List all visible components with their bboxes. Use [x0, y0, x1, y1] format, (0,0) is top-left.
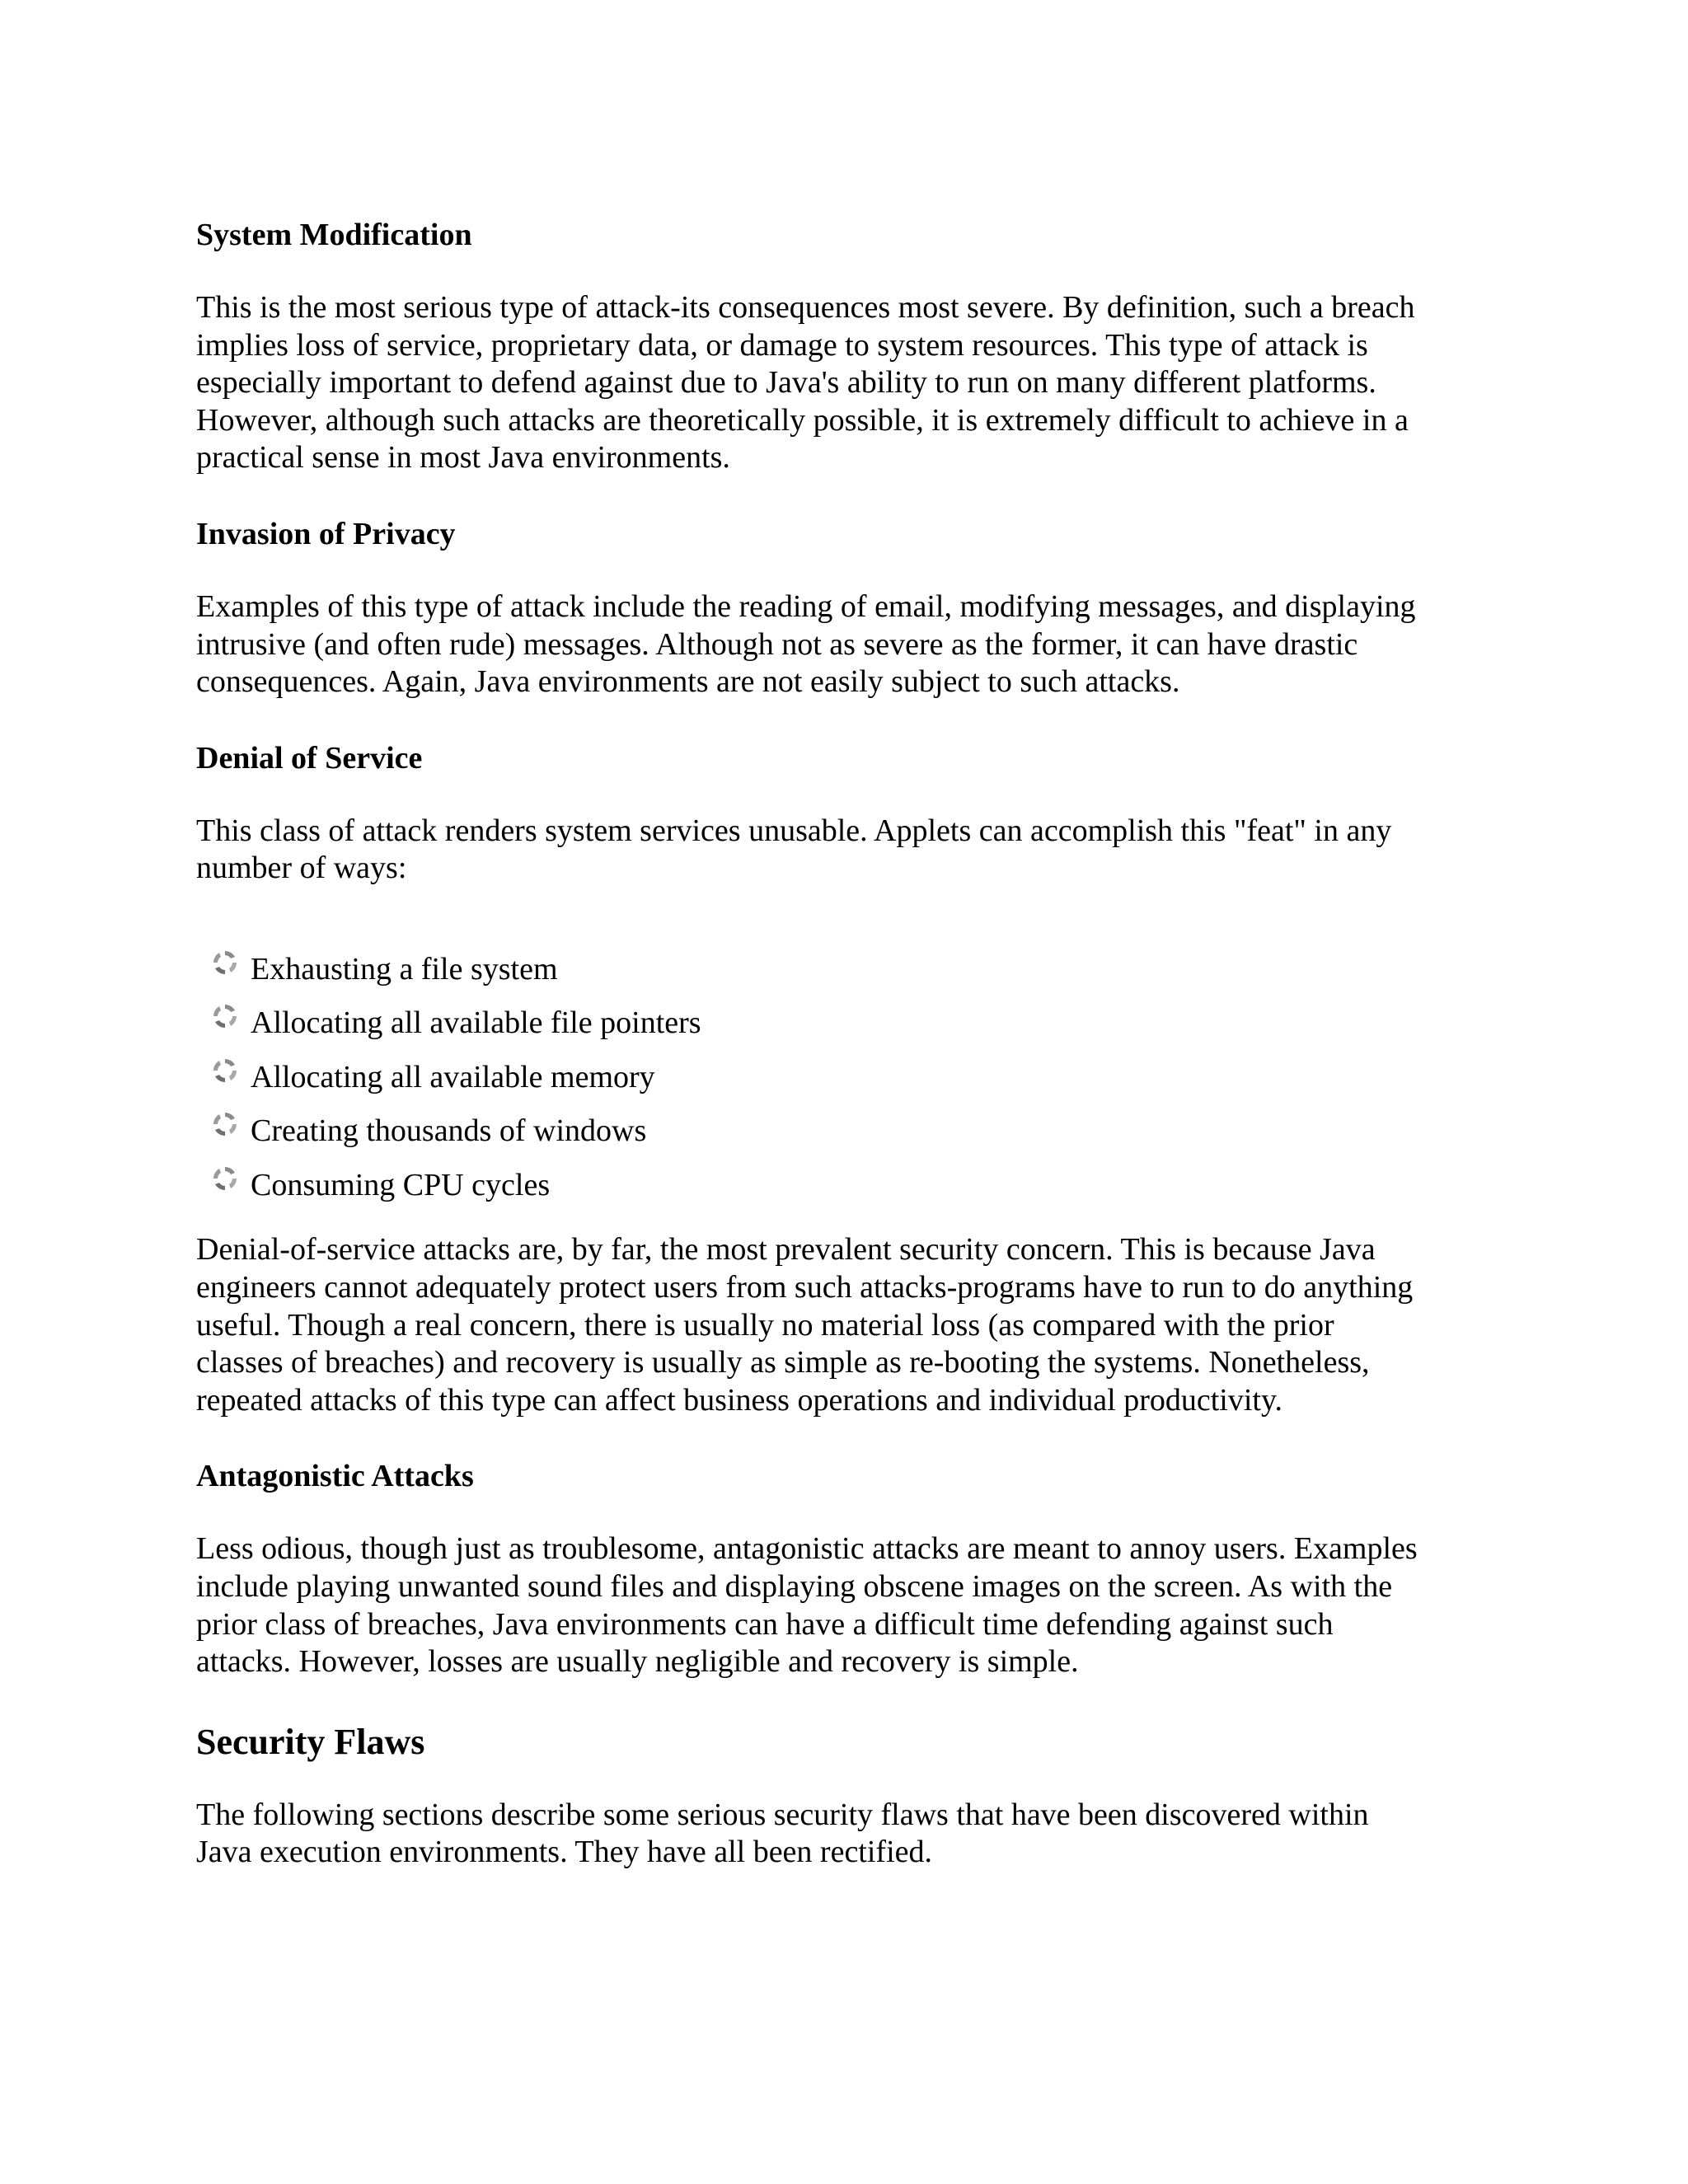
list-item [196, 950, 1498, 1005]
spinner-bullet-icon [211, 1002, 239, 1030]
heading-invasion-of-privacy: Invasion of Privacy [196, 516, 456, 551]
list-item [196, 1166, 1498, 1221]
paragraph-system-modification [196, 289, 1498, 477]
heading-security-flaws: Security Flaws [196, 1721, 425, 1762]
text-line: include playing unwanted sound files and displaying obscene images on the screen. As with the [196, 1569, 1393, 1604]
list-item-text: Creating thousands of windows [251, 1113, 647, 1149]
list-item [196, 1112, 1498, 1166]
text-line: repeated attacks of this type can affect business operations and individual productivity. [196, 1382, 1282, 1418]
text-line: engineers cannot adequately protect users from such attacks-programs have to run to do anything [196, 1270, 1414, 1305]
text-line: number of ways: [196, 851, 407, 886]
text-line: This is the most serious type of attack-its consequences most severe. By definition, such a breach [196, 290, 1415, 325]
text-line: Java execution environments. They have all been rectified. [196, 1835, 932, 1870]
list-item [196, 1058, 1498, 1113]
text-line: attacks. However, losses are usually negligible and recovery is simple. [196, 1644, 1079, 1680]
text-line: Denial-of-service attacks are, by far, the most prevalent security concern. This is because Java [196, 1232, 1376, 1268]
list-item-text: Allocating all available file pointers [251, 1005, 701, 1041]
document-page [196, 216, 1498, 1872]
text-line: practical sense in most Java environments. [196, 440, 730, 476]
spinner-bullet-icon [211, 1165, 239, 1193]
denial-methods-list [196, 950, 1498, 1221]
heading-denial-of-service: Denial of Service [196, 740, 423, 776]
paragraph-denial-of-service [196, 813, 1498, 888]
text-line: intrusive (and often rude) messages. Although not as severe as the former, it can have drastic [196, 626, 1358, 662]
text-line: However, although such attacks are theoretically possible, it is extremely difficult to achieve in a [196, 402, 1409, 438]
list-item-text: Consuming CPU cycles [251, 1167, 551, 1202]
text-line: Examples of this type of attack include the reading of email, modifying messages, and displaying [196, 588, 1416, 624]
text-line: implies loss of service, proprietary data, or damage to system resources. This type of attack is [196, 327, 1368, 363]
list-item-text: Exhausting a file system [251, 951, 558, 987]
text-line: useful. Though a real concern, there is usually no material loss (as compared with the prior [196, 1307, 1334, 1343]
text-line: especially important to defend against due to Java's ability to run on many different platforms. [196, 365, 1376, 401]
list-item [196, 1004, 1498, 1058]
spinner-bullet-icon [211, 949, 239, 977]
paragraph-antagonistic-attacks [196, 1530, 1498, 1680]
text-line: prior class of breaches, Java environments can have a difficult time defending against such [196, 1606, 1334, 1642]
text-line: classes of breaches) and recovery is usually as simple as re-booting the systems. Nonetheless, [196, 1345, 1370, 1380]
paragraph-denial-of-service-followup [196, 1231, 1498, 1419]
text-line: The following sections describe some serious security flaws that have been discovered within [196, 1797, 1369, 1832]
paragraph-invasion-of-privacy [196, 588, 1498, 701]
heading-antagonistic-attacks: Antagonistic Attacks [196, 1459, 474, 1494]
spinner-bullet-icon [211, 1110, 239, 1138]
spinner-bullet-icon [211, 1057, 239, 1085]
list-item-text: Allocating all available memory [251, 1059, 655, 1094]
paragraph-security-flaws [196, 1797, 1498, 1872]
text-line: This class of attack renders system services unusable. Applets can accomplish this "feat" in any [196, 813, 1392, 848]
text-line: consequences. Again, Java environments are not easily subject to such attacks. [196, 664, 1180, 700]
text-line: Less odious, though just as troublesome, antagonistic attacks are meant to annoy users. Examples [196, 1531, 1418, 1567]
heading-system-modification: System Modification [196, 218, 472, 252]
